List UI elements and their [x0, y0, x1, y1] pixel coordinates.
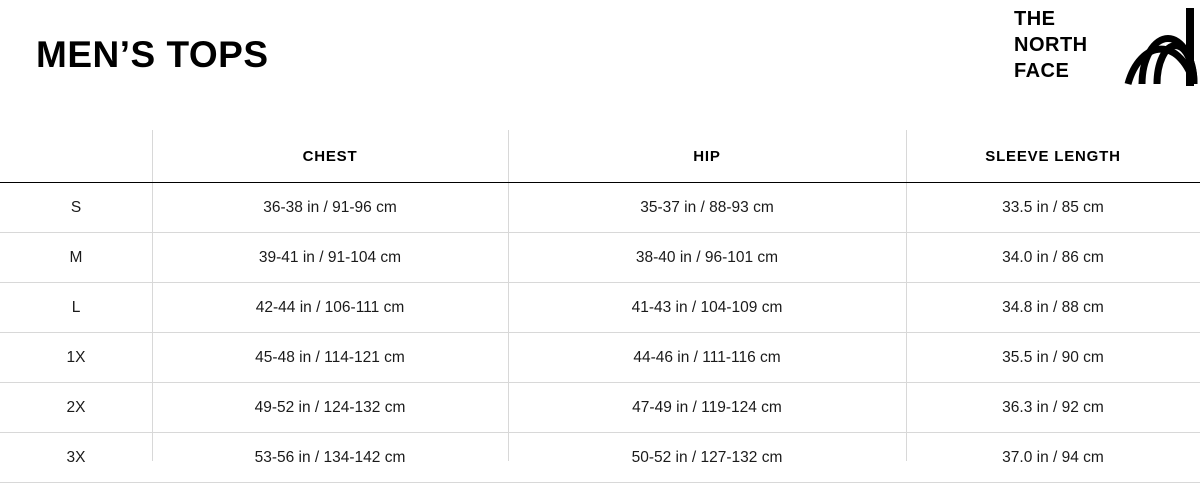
table-row [0, 383, 1200, 433]
brand-logo-wordmark [1014, 6, 1088, 84]
table-row [0, 433, 1200, 483]
brand-logo-line-2: NORTH [1014, 34, 1088, 56]
cell-hip: 50-52 in / 127-132 cm [508, 433, 906, 483]
cell-size: M [0, 233, 152, 283]
cell-sleeve: 35.5 in / 90 cm [906, 333, 1200, 383]
cell-hip: 38-40 in / 96-101 cm [508, 233, 906, 283]
cell-chest: 45-48 in / 114-121 cm [152, 333, 508, 383]
cell-chest: 39-41 in / 91-104 cm [152, 233, 508, 283]
cell-size: 1X [0, 333, 152, 383]
table-row [0, 283, 1200, 333]
table-body [0, 183, 1200, 483]
cell-chest: 42-44 in / 106-111 cm [152, 283, 508, 333]
north-face-dome-icon [1124, 4, 1198, 88]
column-header-size [0, 130, 152, 183]
cell-hip: 41-43 in / 104-109 cm [508, 283, 906, 333]
cell-chest: 53-56 in / 134-142 cm [152, 433, 508, 483]
table-row [0, 183, 1200, 233]
column-header-sleeve-length: SLEEVE LENGTH [906, 130, 1200, 183]
table-header-row [0, 130, 1200, 183]
cell-hip: 47-49 in / 119-124 cm [508, 383, 906, 433]
table-row [0, 333, 1200, 383]
cell-size: 2X [0, 383, 152, 433]
cell-hip: 35-37 in / 88-93 cm [508, 183, 906, 233]
cell-chest: 49-52 in / 124-132 cm [152, 383, 508, 433]
brand-logo-line-1: THE [1014, 8, 1056, 30]
cell-sleeve: 36.3 in / 92 cm [906, 383, 1200, 433]
cell-sleeve: 34.0 in / 86 cm [906, 233, 1200, 283]
column-header-chest: CHEST [152, 130, 508, 183]
cell-chest: 36-38 in / 91-96 cm [152, 183, 508, 233]
cell-hip: 44-46 in / 111-116 cm [508, 333, 906, 383]
page-title: MEN’S TOPS [36, 34, 269, 75]
cell-size: L [0, 283, 152, 333]
size-chart-table [0, 130, 1200, 483]
table-row [0, 233, 1200, 283]
column-header-hip: HIP [508, 130, 906, 183]
cell-sleeve: 33.5 in / 85 cm [906, 183, 1200, 233]
brand-logo-line-3: FACE [1014, 60, 1070, 82]
table-header [0, 130, 1200, 183]
cell-size: S [0, 183, 152, 233]
brand-logo [1006, 0, 1200, 96]
cell-sleeve: 37.0 in / 94 cm [906, 433, 1200, 483]
cell-size: 3X [0, 433, 152, 483]
cell-sleeve: 34.8 in / 88 cm [906, 283, 1200, 333]
